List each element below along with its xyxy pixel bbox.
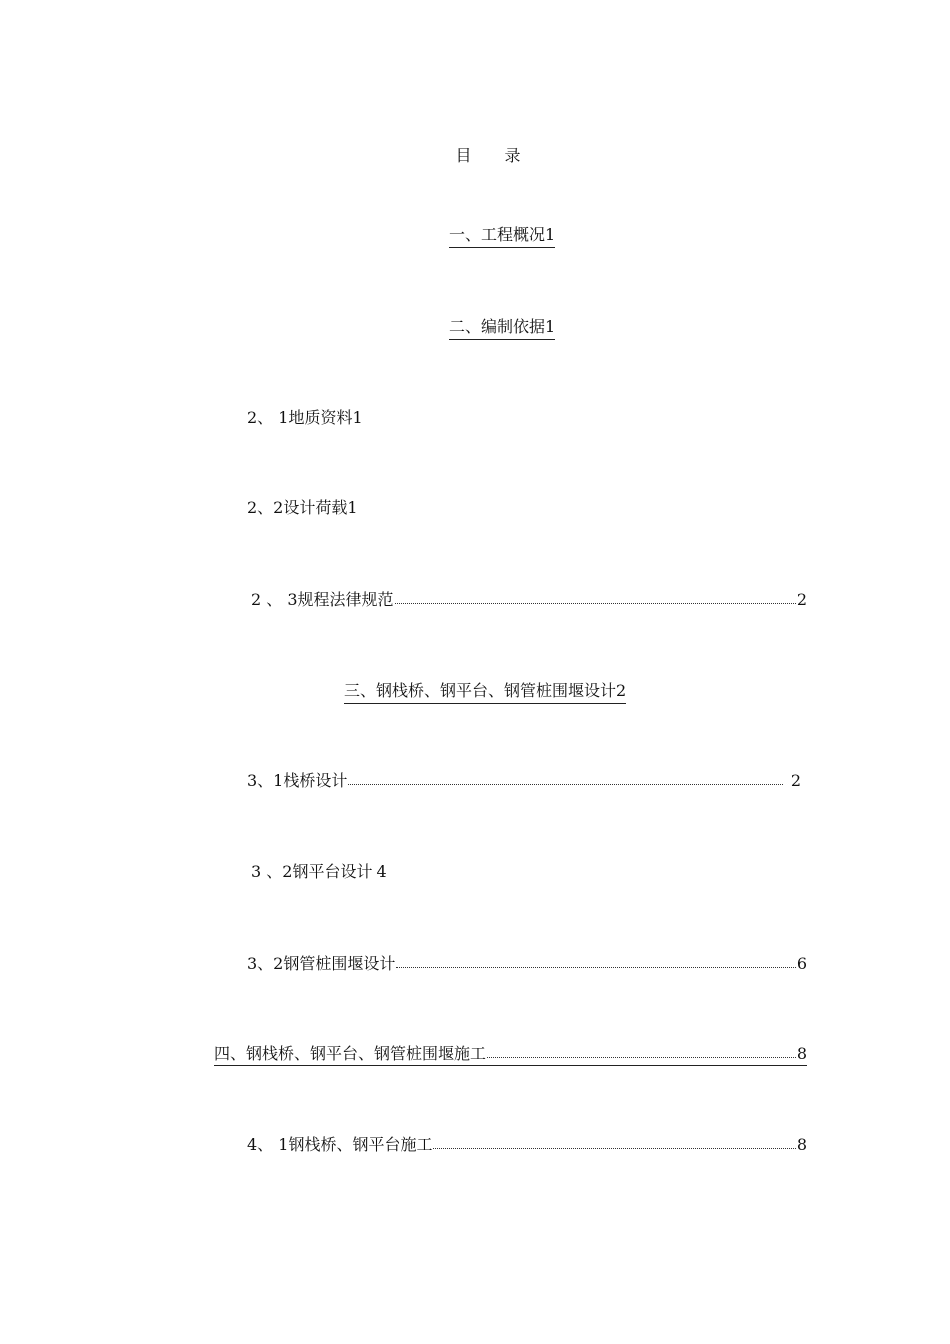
toc-entry-page: 1 (352, 408, 363, 427)
toc-entry-3[interactable] (344, 680, 626, 704)
toc-entry-page: 6 (796, 954, 807, 973)
toc-entry-text: 一、工程概况 (449, 225, 546, 244)
toc-entry-4-1[interactable] (247, 1134, 807, 1156)
toc-entry-3-1[interactable] (247, 770, 801, 792)
toc-leader-dots (395, 589, 796, 604)
toc-leader-dots (487, 1043, 796, 1058)
toc-entry-text: 四、钢栈桥、钢平台、钢管桩围堰施工 (214, 1044, 487, 1063)
toc-entry-text: 2、 1地质资料 (247, 408, 353, 427)
toc-title: 目 录 (455, 146, 535, 165)
toc-entry-2-2[interactable] (247, 497, 358, 519)
toc-entry-4[interactable] (214, 1043, 807, 1066)
toc-entry-page: 2 (616, 681, 627, 700)
toc-leader-dots (348, 770, 782, 785)
toc-entry-page: 8 (796, 1044, 807, 1063)
toc-entry-text: 二、编制依据 (449, 317, 546, 336)
toc-entry-text: 2 、 3规程法律规范 (251, 590, 394, 609)
toc-entry-text: 4、 1钢栈桥、钢平台施工 (247, 1135, 433, 1154)
toc-entry-page: 8 (796, 1135, 807, 1154)
toc-entry-text: 三、钢栈桥、钢平台、钢管桩围堰设计 (344, 681, 617, 700)
toc-leader-dots (396, 953, 795, 968)
toc-entry-page: 2 (790, 771, 801, 790)
toc-entry-2-1[interactable] (247, 407, 363, 429)
toc-entry-page: 1 (545, 317, 556, 336)
toc-entry-1[interactable] (449, 224, 555, 248)
toc-entry-text: 2、2设计荷载 (247, 498, 348, 517)
toc-entry-text: 3、2钢管桩围堰设计 (247, 954, 396, 973)
toc-entry-page: 1 (545, 225, 556, 244)
toc-leader-dots (433, 1134, 795, 1149)
toc-entry-2-3[interactable] (251, 589, 807, 611)
toc-entry-3-3[interactable] (247, 953, 807, 975)
toc-entry-text: 3 、2钢平台设计 (251, 862, 373, 881)
toc-entry-page: 1 (347, 498, 358, 517)
toc-entry-2[interactable] (449, 316, 555, 340)
toc-entry-page: 4 (376, 862, 387, 881)
toc-entry-text: 3、1栈桥设计 (247, 771, 348, 790)
toc-entry-3-2[interactable] (251, 861, 387, 883)
toc-entry-page: 2 (796, 590, 807, 609)
